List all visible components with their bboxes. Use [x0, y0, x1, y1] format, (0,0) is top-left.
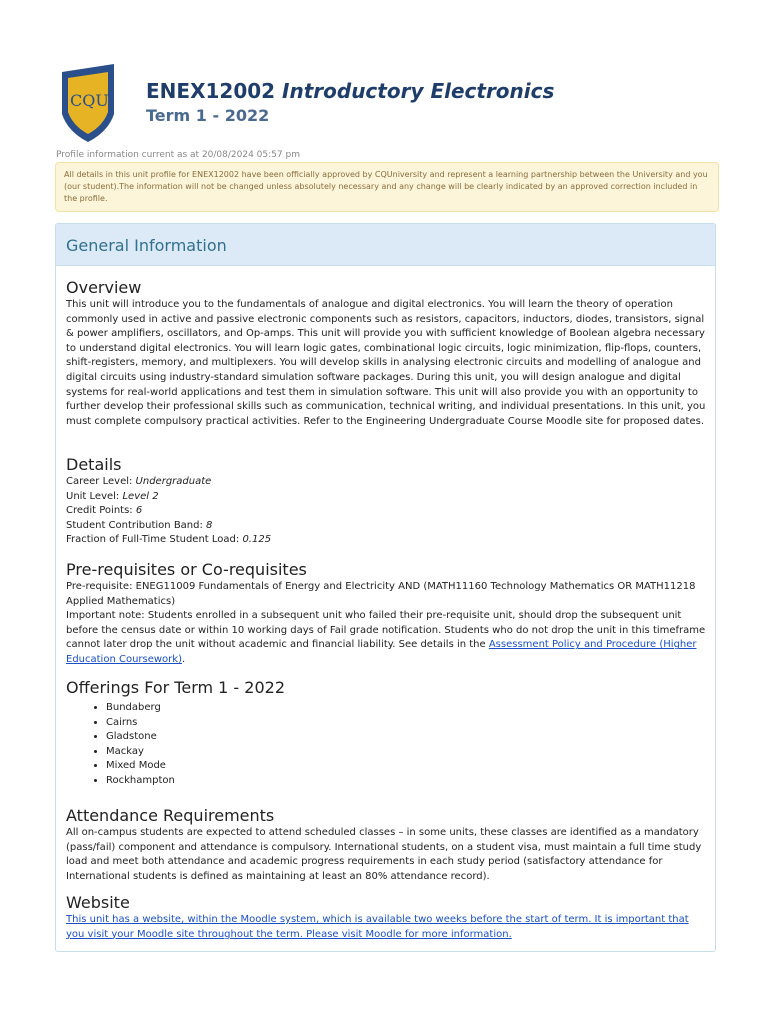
panel-title: General Information [66, 236, 227, 255]
offerings-section [66, 678, 708, 789]
attendance-text: All on-campus students are expected to attend scheduled classes – in some units, these classes are identified as a mandatory (pass/fail) component and attendance is compulsory. International students, on a student visa, must maintain a full time study load and meet both attendance and academic progress requirements in each study period (satisfactory attendance for International students is defined as maintaining at least an 80% attendance record). [66, 827, 702, 882]
overview-heading: Overview [66, 278, 142, 297]
details-section [66, 455, 708, 548]
prereq-heading: Pre-requisites or Co-requisites [66, 560, 307, 579]
list-item: • Cairns [106, 716, 708, 731]
general-information-panel [55, 223, 716, 952]
offerings-list [66, 701, 708, 789]
logo-text: CQU [70, 91, 109, 110]
page-title: ENEX12002 Introductory Electronics [146, 79, 555, 103]
detail-unit-level: Unit Level: Level 2 [66, 490, 159, 502]
list-item: • Gladstone [106, 730, 708, 745]
detail-contribution-band: Student Contribution Band: 8 [66, 519, 213, 531]
profile-date: Profile information current as at 20/08/2024 05:57 pm [56, 150, 300, 160]
detail-credit-points: Credit Points: 6 [66, 505, 143, 517]
panel-header [56, 224, 715, 266]
cqu-logo [60, 62, 116, 144]
prereq-note: Important note: Students enrolled in a subsequent unit who failed their pre-requisite unit, should drop the subsequent unit before the census date or within 10 working days of Fail grade notification. Students who do not drop the unit in this timeframe cannot later drop the unit without academic and financial liability. See details in the Assessment Policy and Procedure (Higher Education Coursework). [66, 610, 706, 665]
attendance-heading: Attendance Requirements [66, 806, 275, 825]
prereq-section [66, 560, 708, 668]
list-item: • Mixed Mode [106, 759, 708, 774]
list-item: • Bundaberg [106, 701, 708, 716]
attendance-section [66, 806, 708, 884]
website-section [66, 893, 708, 942]
approval-notice: All details in this unit profile for ENEX12002 have been officially approved by CQUniversity and represent a learning partnership between the University and you (our student).The information will not be changed unless absolutely necessary and any change will be clearly indicated by an approved correction included in the profile. [55, 162, 719, 212]
term-subtitle: Term 1 - 2022 [146, 106, 270, 125]
overview-text: This unit will introduce you to the fundamentals of analogue and digital electronics. You will learn the theory of operation commonly used in active and passive electronic components such as resistors, capacitors, inductors, diodes, transistors, signal & power amplifiers, oscillators, and Op-amps. This unit will provide you with sufficient knowledge of Boolean algebra necessary to understand digital electronics. You will learn logic gates, combinational logic circuits, logic minimization, flip-flops, counters, shift-registers, memory, and multiplexers. You will develop skills in analysing electronic circuits and modelling of analogue and digital circuits using industry-standard simulation software packages. During this unit, you will design analogue and digital systems for real-world applications and test them in simulation software. This unit will also provide you with an opportunity to further develop their professional skills such as communication, technical writing, and individual presentations. In this unit, you must complete compulsory practical activities. Refer to the Engineering Undergraduate Course Moodle site for proposed dates. [66, 299, 706, 427]
detail-career-level: Career Level: Undergraduate [66, 476, 212, 487]
list-item: • Rockhampton [106, 774, 708, 789]
assessment-policy-link[interactable]: Assessment Policy and Procedure (Higher Education Coursework) [66, 639, 697, 665]
overview-section [66, 278, 708, 429]
moodle-website-link[interactable]: This unit has a website, within the Moodle system, which is available two weeks before the start of term. It is important that you visit your Moodle site throughout the term. Please visit Moodle for more information. [66, 914, 689, 940]
list-item: • Mackay [106, 745, 708, 760]
website-heading: Website [66, 893, 130, 912]
prereq-text: Pre-requisite: ENEG11009 Fundamentals of Energy and Electricity AND (MATH11160 Technology Mathematics OR MATH11218 Applied Mathematics) [66, 581, 696, 607]
offerings-heading: Offerings For Term 1 - 2022 [66, 678, 285, 697]
detail-fte-load: Fraction of Full-Time Student Load: 0.125 [66, 534, 272, 546]
details-heading: Details [66, 455, 122, 474]
